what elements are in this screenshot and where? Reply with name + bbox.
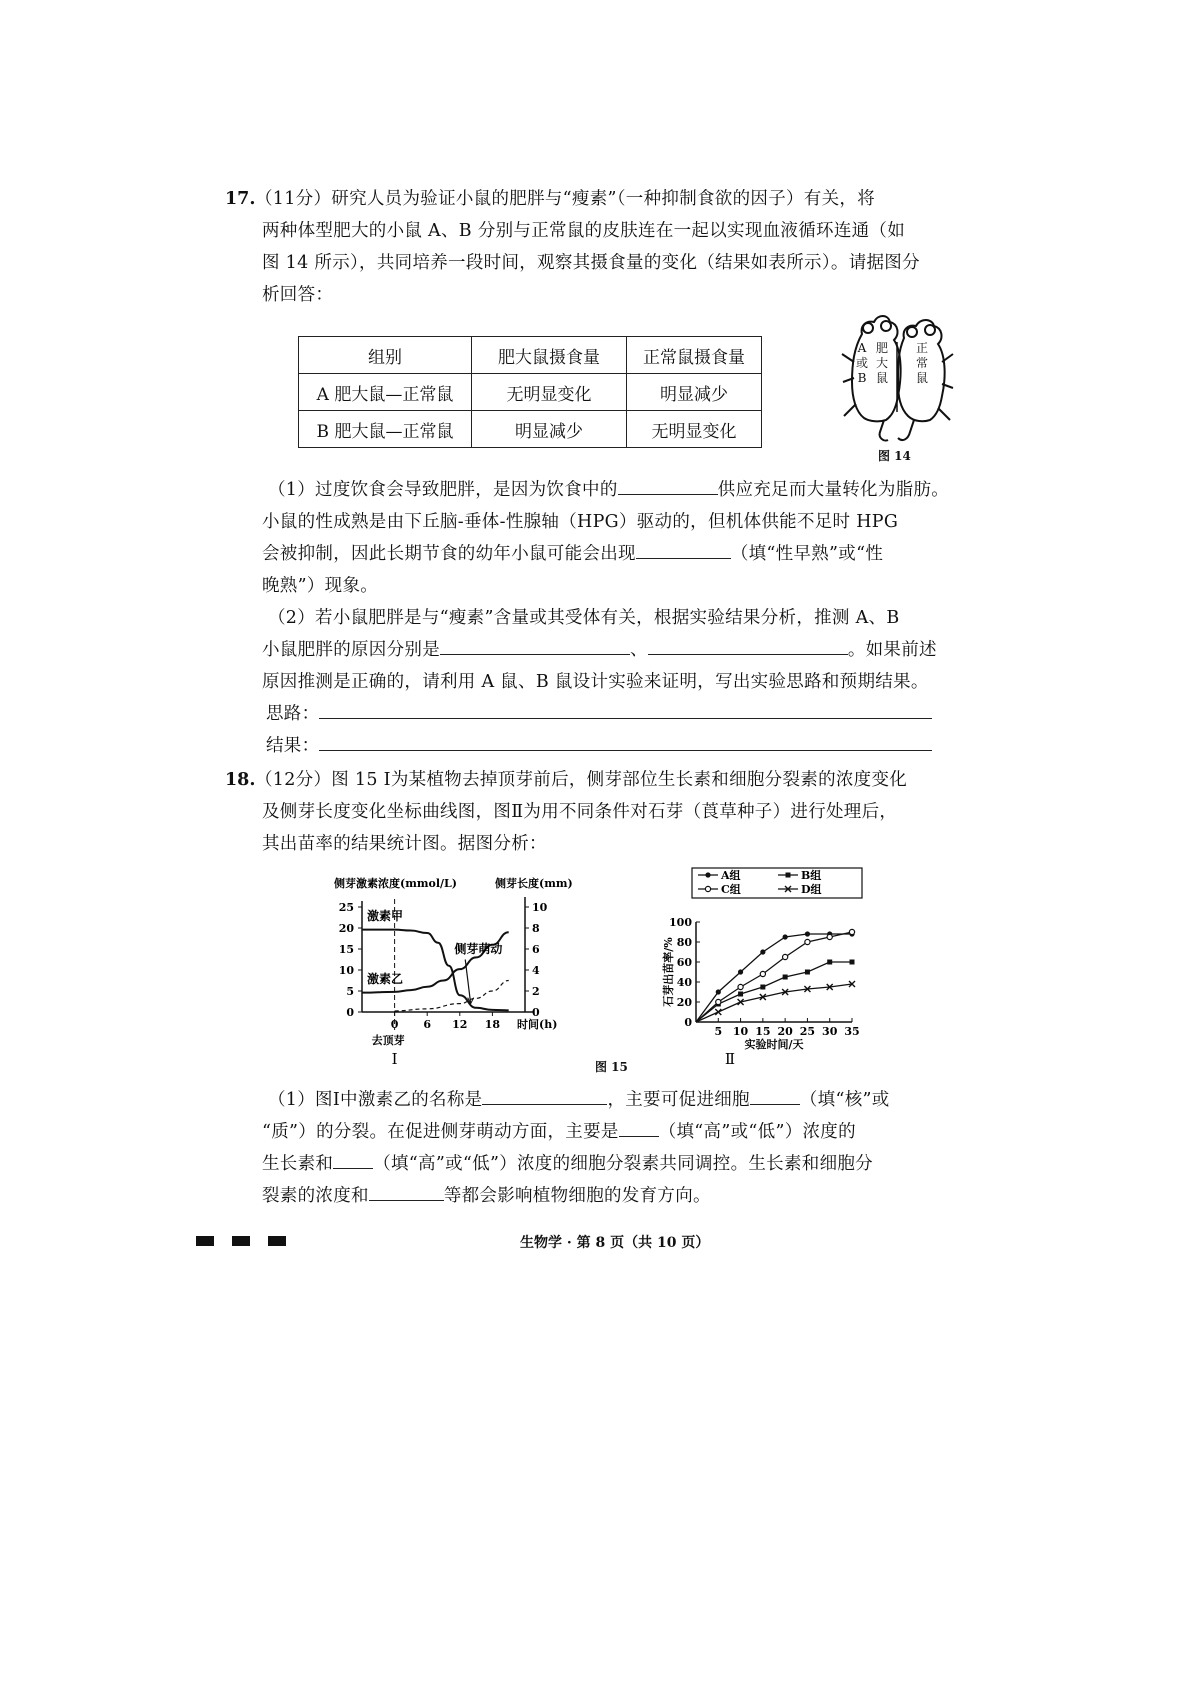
data-point (805, 931, 810, 936)
q17-part1-text: 供应充足而大量转化为脂肪。 (717, 480, 950, 500)
q17-part1-line (262, 538, 883, 571)
q17-result-line (266, 730, 932, 763)
y-axis-label-left: 侧芽激素浓度(mmol/L) (334, 877, 457, 890)
q18-part1-text: （填“核”或 (799, 1090, 890, 1110)
figure-label-right: 鼠 (915, 371, 929, 385)
answer-blank[interactable] (333, 1148, 373, 1169)
legend-marker (705, 872, 710, 877)
q18-part1-line (268, 1084, 890, 1117)
q17-part1-text: （1）过度饮食会导致肥胖，是因为饮食中的 (268, 480, 618, 500)
figure-label-left: 或 (855, 356, 869, 370)
data-point (716, 999, 721, 1004)
result-label: 结果： (266, 736, 320, 756)
legend-label: A组 (721, 869, 741, 882)
figure-14-caption: 图 14 (878, 449, 911, 463)
data-point (760, 949, 765, 954)
q18-part1-text: （1）图Ⅰ中激素乙的名称是 (268, 1090, 483, 1110)
q17-part2-text: 、 (630, 640, 648, 660)
q17-part2-line: 原因推测是正确的，请利用 A 鼠、B 鼠设计实验来证明，写出实验思路和预期结果。 (262, 672, 929, 692)
data-point (738, 969, 743, 974)
figure-14-mice (840, 312, 955, 447)
answer-blank[interactable] (619, 1116, 659, 1137)
data-point (760, 985, 765, 990)
footer-mark (232, 1236, 250, 1246)
answer-blank[interactable] (319, 730, 932, 751)
figure-15-chart-2 (660, 862, 905, 1067)
q18-part1-text: 生长素和 (262, 1154, 334, 1174)
legend-marker (786, 873, 791, 878)
table-cell: 明显减少 (627, 374, 762, 411)
q18-part1-text: “质”）的分裂。在促进侧芽萌动方面，主要是 (262, 1122, 619, 1142)
page-footer (0, 1230, 1200, 1254)
question-17-intro-line: 图 14 所示），共同培养一段时间，观察其摄食量的变化（结果如表所示）。请据图分 (262, 253, 920, 273)
q17-part2-line (262, 634, 937, 667)
x-tick-label: 20 (777, 1025, 793, 1038)
x-tick-label: 6 (423, 1018, 432, 1031)
y-tick-label-right: 4 (532, 964, 540, 977)
chart-2-label: Ⅱ (724, 1050, 736, 1067)
question-17-intro-line: 两种体型肥大的小鼠 A、B 分别与正常鼠的皮肤连在一起以实现血液循环连通（如 (262, 221, 906, 241)
footer-mark (268, 1236, 286, 1246)
x-tick-label: 5 (714, 1025, 723, 1038)
question-18-intro-line: 及侧芽长度变化坐标曲线图，图Ⅱ为用不同条件对石芽（莨草种子）进行处理后， (262, 802, 898, 822)
q17-part2-text: 。如果前述 (847, 640, 937, 660)
y-tick-label-left: 25 (338, 901, 354, 914)
y-axis-label-right: 侧芽长度(mm) (495, 877, 573, 890)
data-point (827, 960, 832, 965)
q17-part1-line: 晚熟”）现象。 (262, 576, 379, 596)
data-point (850, 960, 855, 965)
remove-bud-label: 去顶芽 (371, 1034, 405, 1047)
y-tick-label: 0 (684, 1016, 692, 1029)
data-point (715, 1009, 721, 1015)
data-point (783, 934, 788, 939)
table-cell: A 肥大鼠—正常鼠 (299, 374, 472, 411)
answer-blank[interactable] (750, 1084, 800, 1105)
q18-part1-text: ，主要可促进细胞 (607, 1090, 750, 1110)
data-point (738, 984, 743, 989)
chart-1-label: Ⅰ (391, 1050, 398, 1067)
question-17-number: 17. (225, 189, 256, 209)
series-line-0 (696, 934, 852, 1022)
x-axis-label: 实验时间/天 (744, 1038, 804, 1051)
series-label-hormone-b: 激素乙 (367, 972, 404, 986)
data-point (827, 934, 832, 939)
table-cell: 明显减少 (472, 411, 627, 448)
series-line-2 (696, 932, 852, 1022)
x-tick-label: 25 (799, 1025, 816, 1038)
question-17-intro-line: 析回答： (262, 285, 334, 305)
q18-part1-text: （填“高”或“低”）浓度的 (658, 1122, 856, 1142)
legend-label: B组 (801, 869, 822, 882)
figure-label-left: A (857, 341, 867, 355)
q17-part1-line: 小鼠的性成熟是由下丘脑-垂体-性腺轴（HPG）驱动的，但机体供能不足时 HPG (262, 512, 899, 532)
bud-sprout-label: 侧芽萌动 (454, 942, 503, 957)
table-cell: 无明显变化 (472, 374, 627, 411)
table-cell: B 肥大鼠—正常鼠 (299, 411, 472, 448)
question-18-intro-line: （12分）图 15 Ⅰ为某植物去掉顶芽前后，侧芽部位生长素和细胞分裂素的浓度变化 (255, 770, 908, 790)
figure-15-caption: 图 15 (595, 1060, 628, 1074)
x-tick-label: 18 (484, 1018, 501, 1031)
data-point (738, 992, 743, 997)
idea-label: 思路： (266, 704, 320, 724)
y-tick-label-right: 6 (532, 943, 540, 956)
table-header-cell: 组别 (299, 337, 472, 374)
footer-mark (196, 1236, 214, 1246)
answer-blank[interactable] (618, 474, 718, 495)
q17-part2-line: （2）若小鼠肥胖是与“瘦素”含量或其受体有关，根据实验结果分析，推测 A、B (268, 608, 900, 628)
table-row (299, 411, 762, 448)
q18-part1-text: 等都会影响植物细胞的发育方向。 (443, 1186, 711, 1206)
y-axis-label: 石芽出苗率/% (662, 937, 675, 1007)
x-tick-label: 15 (755, 1025, 771, 1038)
answer-blank[interactable] (636, 538, 731, 559)
question-17-intro-line: （11分）研究人员为验证小鼠的肥胖与“瘦素”（一种抑制食欲的因子）有关，将 (255, 189, 876, 209)
q18-part1-line (262, 1116, 856, 1149)
answer-blank[interactable] (369, 1180, 444, 1201)
q18-part1-line (262, 1148, 873, 1181)
y-tick-label-left: 20 (338, 922, 354, 935)
figure-label-middle: 鼠 (875, 371, 889, 385)
q17-part1-line (268, 474, 949, 507)
figure-label-middle: 肥 (875, 341, 889, 355)
figure-label-middle: 大 (875, 356, 889, 370)
figure-label-right: 正 (915, 341, 929, 355)
data-point (849, 929, 854, 934)
answer-blank[interactable] (440, 634, 630, 655)
q18-part1-text: 裂素的浓度和 (262, 1186, 369, 1206)
y-tick-label-right: 2 (532, 985, 540, 998)
x-tick-label: 0 (390, 1018, 399, 1031)
figure-label-right: 常 (915, 356, 929, 370)
answer-blank[interactable] (648, 634, 848, 655)
y-tick-label: 20 (676, 996, 692, 1009)
q17-part1-text: 会被抑制，因此长期节食的幼年小鼠可能会出现 (262, 544, 636, 564)
q17-part2-text: 小鼠肥胖的原因分别是 (262, 640, 440, 660)
data-point (783, 975, 788, 980)
legend-box (692, 868, 862, 898)
y-tick-label-right: 0 (532, 1006, 540, 1019)
data-point (716, 989, 721, 994)
page-number: 生物学 · 第 8 页（共 10 页） (520, 1235, 710, 1251)
question-18-number: 18. (225, 770, 256, 790)
data-point (760, 971, 765, 976)
table-cell: 无明显变化 (627, 411, 762, 448)
y-tick-label: 80 (676, 936, 692, 949)
y-tick-label-right: 8 (532, 922, 540, 935)
mouse-outline-left (842, 316, 901, 441)
q18-part1-line (262, 1180, 711, 1213)
legend-label: D组 (801, 883, 822, 896)
q18-part1-text: （填“高”或“低”）浓度的细胞分裂素共同调控。生长素和细胞分 (373, 1154, 873, 1174)
data-point (783, 954, 788, 959)
y-tick-label-left: 10 (338, 964, 354, 977)
table-header-cell: 肥大鼠摄食量 (472, 337, 627, 374)
feeding-table (298, 336, 762, 448)
x-axis-label: 时间(h) (517, 1018, 558, 1031)
x-tick-label: 10 (732, 1025, 749, 1038)
x-tick-label: 12 (452, 1018, 468, 1031)
figure-label-left: B (857, 371, 867, 385)
x-tick-label: 35 (844, 1025, 860, 1038)
figure-15-chart-1 (310, 862, 610, 1067)
y-tick-label: 60 (676, 956, 692, 969)
answer-blank[interactable] (482, 1084, 607, 1105)
y-tick-label-left: 0 (346, 1006, 354, 1019)
legend-marker (705, 886, 710, 891)
y-tick-label-left: 5 (346, 985, 354, 998)
x-tick-label: 30 (822, 1025, 838, 1038)
bud-sprout-arrow (465, 960, 470, 1004)
table-row (299, 374, 762, 411)
y-tick-label: 100 (669, 916, 692, 929)
series-line-2 (395, 981, 509, 1011)
y-tick-label-left: 15 (338, 943, 354, 956)
data-point (805, 970, 810, 975)
data-point (805, 939, 810, 944)
question-18-intro-line: 其出苗率的结果统计图。据图分析： (262, 834, 547, 854)
y-tick-label: 40 (676, 976, 692, 989)
legend-label: C组 (721, 883, 741, 896)
answer-blank[interactable] (319, 698, 932, 719)
table-header-row (299, 337, 762, 374)
y-tick-label-right: 10 (532, 901, 548, 914)
q17-part1-text: （填“性早熟”或“性 (730, 544, 884, 564)
table-header-cell: 正常鼠摄食量 (627, 337, 762, 374)
q17-idea-line (266, 698, 932, 731)
series-label-hormone-a: 激素甲 (367, 909, 404, 923)
